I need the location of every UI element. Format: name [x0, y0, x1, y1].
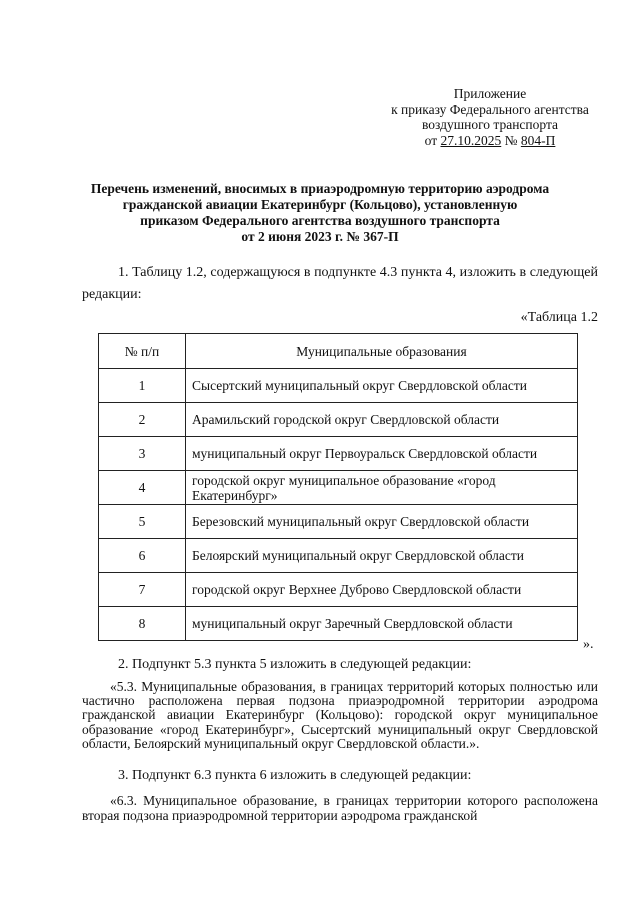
document-title — [70, 181, 570, 245]
row-municipality: муниципальный округ Первоуральск Свердловской области — [186, 437, 578, 471]
municipalities-table — [98, 333, 578, 641]
table-label: «Таблица 1.2 — [520, 310, 598, 325]
quote-5-3: «5.3. Муниципальные образования, в границах территорий которых полностью или частично расположена первая подзона приаэродромной территории аэродрома гражданской авиации Екатеринбург (Кольцово): городской округ муниципальное образование «город Екатеринбург», Сысертский муниципальный округ Свердловской области, Белоярский муниципальный округ Свердловской области.». — [82, 679, 598, 751]
row-number: 7 — [99, 573, 186, 607]
header-municipalities: Муниципальные образования — [186, 334, 578, 369]
row-municipality: муниципальный округ Заречный Свердловской области — [186, 607, 578, 641]
row-municipality: Белоярский муниципальный округ Свердловской области — [186, 539, 578, 573]
title-line-2: гражданской авиации Екатеринбург (Кольцово), установленную — [122, 197, 518, 212]
table-header-row — [99, 334, 578, 369]
title-line-3: приказом Федерального агентства воздушного транспорта — [140, 213, 500, 228]
annex-agency: воздушного транспорта — [421, 117, 559, 132]
row-number: 5 — [99, 505, 186, 539]
annex-date: 27.10.2025 — [440, 132, 502, 148]
table-row — [99, 471, 578, 505]
table-row — [99, 437, 578, 471]
row-municipality: Сысертский муниципальный округ Свердловской области — [186, 369, 578, 403]
header-number: № п/п — [99, 334, 186, 369]
annex-number: 804-П — [520, 132, 556, 148]
table-close-quote: ». — [583, 637, 594, 652]
table-row — [99, 573, 578, 607]
table-row — [99, 539, 578, 573]
paragraph-3: 3. Подпункт 6.3 пункта 6 изложить в следующей редакции: — [118, 768, 472, 783]
row-number: 6 — [99, 539, 186, 573]
row-number: 3 — [99, 437, 186, 471]
quote-6-3: «6.3. Муниципальное образование, в границах территории которого расположена вторая подзона приаэродромной территории аэродрома гражданской — [82, 793, 598, 823]
annex-order-ref: к приказу Федерального агентства — [391, 101, 589, 117]
row-number: 1 — [99, 369, 186, 403]
row-municipality: Арамильский городской округ Свердловской области — [186, 403, 578, 437]
table-row — [99, 607, 578, 641]
annex-header — [360, 86, 620, 148]
paragraph-2: 2. Подпункт 5.3 пункта 5 изложить в следующей редакции: — [118, 657, 472, 672]
row-number: 4 — [99, 471, 186, 505]
row-municipality: городской округ Верхнее Дуброво Свердловской области — [186, 573, 578, 607]
paragraph-1: 1. Таблицу 1.2, содержащуюся в подпункте 4.3 пункта 4, изложить в следующей редакции: — [82, 265, 598, 302]
annex-date-line — [360, 133, 620, 149]
title-line-1: Перечень изменений, вносимых в приаэродромную территорию аэродрома — [90, 181, 550, 196]
row-municipality: городской округ муниципальное образование «город Екатеринбург» — [186, 471, 578, 505]
table-row — [99, 403, 578, 437]
row-number: 8 — [99, 607, 186, 641]
row-municipality: Березовский муниципальный округ Свердловской области — [186, 505, 578, 539]
table-row — [99, 369, 578, 403]
title-line-4: от 2 июня 2023 г. № 367-П — [241, 229, 399, 244]
annex-number-prefix: № — [501, 132, 521, 148]
table-row — [99, 505, 578, 539]
row-number: 2 — [99, 403, 186, 437]
annex-date-prefix: от — [424, 132, 441, 148]
annex-title: Приложение — [453, 86, 527, 101]
